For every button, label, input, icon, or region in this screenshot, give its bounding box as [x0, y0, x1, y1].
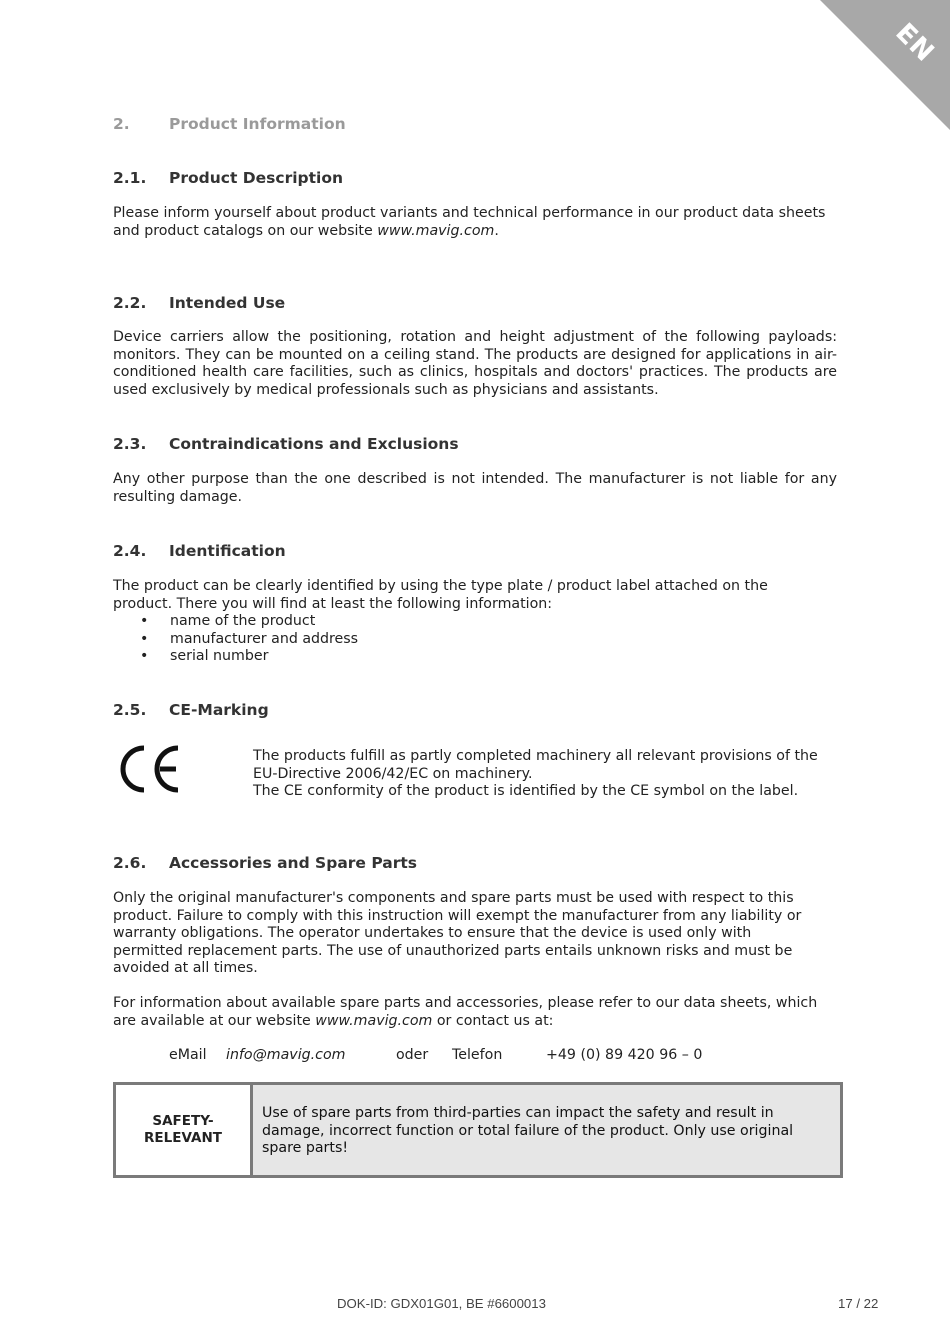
paragraph-intended-use: Device carriers allow the positioning, rotation and height adjustment of the following payloads: monitors. They can be mounted on a ceiling stand. The products are designed for applications in air-conditioned health care facilities, such as clinics, hospitals and doctors' practices. The products are used exclusively by medical professionals such as physicians and assistants.	[113, 329, 837, 398]
language-corner-tab	[820, 0, 950, 130]
language-label: EN	[889, 17, 941, 69]
identification-list	[113, 613, 837, 666]
website-link[interactable]: www.mavig.com	[315, 1012, 433, 1029]
list-item: • manufacturer and address	[113, 631, 837, 649]
or-label: oder	[396, 1047, 429, 1063]
paragraph-accessories: Only the original manufacturer's components and spare parts must be used with respect to this product. Failure to comply with this instruction will exempt the manufacturer from any liability or warranty obligations. The operator undertakes to ensure that the device is used only with permitted replacement parts. The use of unauthorized parts entails unknown risks and must be avoided at all times.	[113, 890, 802, 977]
paragraph-text: Please inform yourself about product variants and technical performance in our product data sheets and product catalogs on our website	[113, 205, 826, 239]
safety-text: Use of spare parts from third-parties can impact the safety and result in damage, incorrect function or total failure of the product. Only use original spare parts!	[253, 1085, 840, 1175]
paragraph-product-description	[113, 205, 837, 240]
heading-number: 2.4.	[113, 542, 147, 560]
safety-label-line: SAFETY-	[152, 1113, 214, 1129]
footer-doc-id: DOK-ID: GDX01G01, BE #6600013	[337, 1296, 546, 1311]
heading-number: 2.5.	[113, 701, 147, 719]
paragraph-identification: The product can be clearly identified by using the type plate / product label attached on the product. There you will find at least the following information:	[113, 578, 768, 612]
email-link[interactable]: info@mavig.com	[226, 1047, 346, 1063]
safety-label	[116, 1085, 253, 1175]
heading-number: 2.2.	[113, 294, 147, 312]
paragraph-text: .	[494, 222, 499, 239]
paragraph-contraindications: Any other purpose than the one described is not intended. The manufacturer is not liable for any resulting damage.	[113, 471, 837, 505]
safety-label-line: RELEVANT	[144, 1130, 222, 1146]
heading-title: Contraindications and Exclusions	[169, 435, 459, 453]
safety-notice-box	[113, 1082, 843, 1178]
corner-triangle	[820, 0, 950, 130]
heading-number: 2.3.	[113, 435, 147, 453]
heading-title: Accessories and Spare Parts	[169, 854, 418, 872]
paragraph-text: or contact us at:	[432, 1012, 554, 1029]
email-label: eMail	[169, 1047, 207, 1063]
phone-label: Telefon	[452, 1047, 503, 1063]
list-item: • name of the product	[113, 613, 837, 631]
ce-marking-text	[253, 748, 843, 801]
paragraph-accessories-info	[113, 995, 837, 1030]
heading-title: Product Description	[169, 169, 344, 187]
heading-number: 2.6.	[113, 854, 147, 872]
heading-title: Identification	[169, 542, 286, 560]
list-item: • serial number	[113, 648, 837, 666]
paragraph-text: For information about available spare parts and accessories, please refer to our data sheets, which are available at our website	[113, 995, 818, 1029]
heading-title: Intended Use	[169, 294, 286, 312]
ce-line-2: The CE conformity of the product is identified by the CE symbol on the label.	[253, 783, 799, 800]
heading-title: CE-Marking	[169, 701, 269, 719]
section-number: 2.	[113, 115, 130, 133]
ce-line-1: The products fulfill as partly completed machinery all relevant provisions of the EU-Directive 2006/42/EC on machinery.	[253, 748, 818, 782]
phone-number: +49 (0) 89 420 96 – 0	[546, 1047, 703, 1063]
website-link[interactable]: www.mavig.com	[377, 222, 495, 239]
section-title: Product Information	[169, 115, 346, 133]
heading-number: 2.1.	[113, 169, 147, 187]
ce-mark-icon	[116, 744, 182, 794]
footer-page-number: 17 / 22	[838, 1296, 879, 1311]
